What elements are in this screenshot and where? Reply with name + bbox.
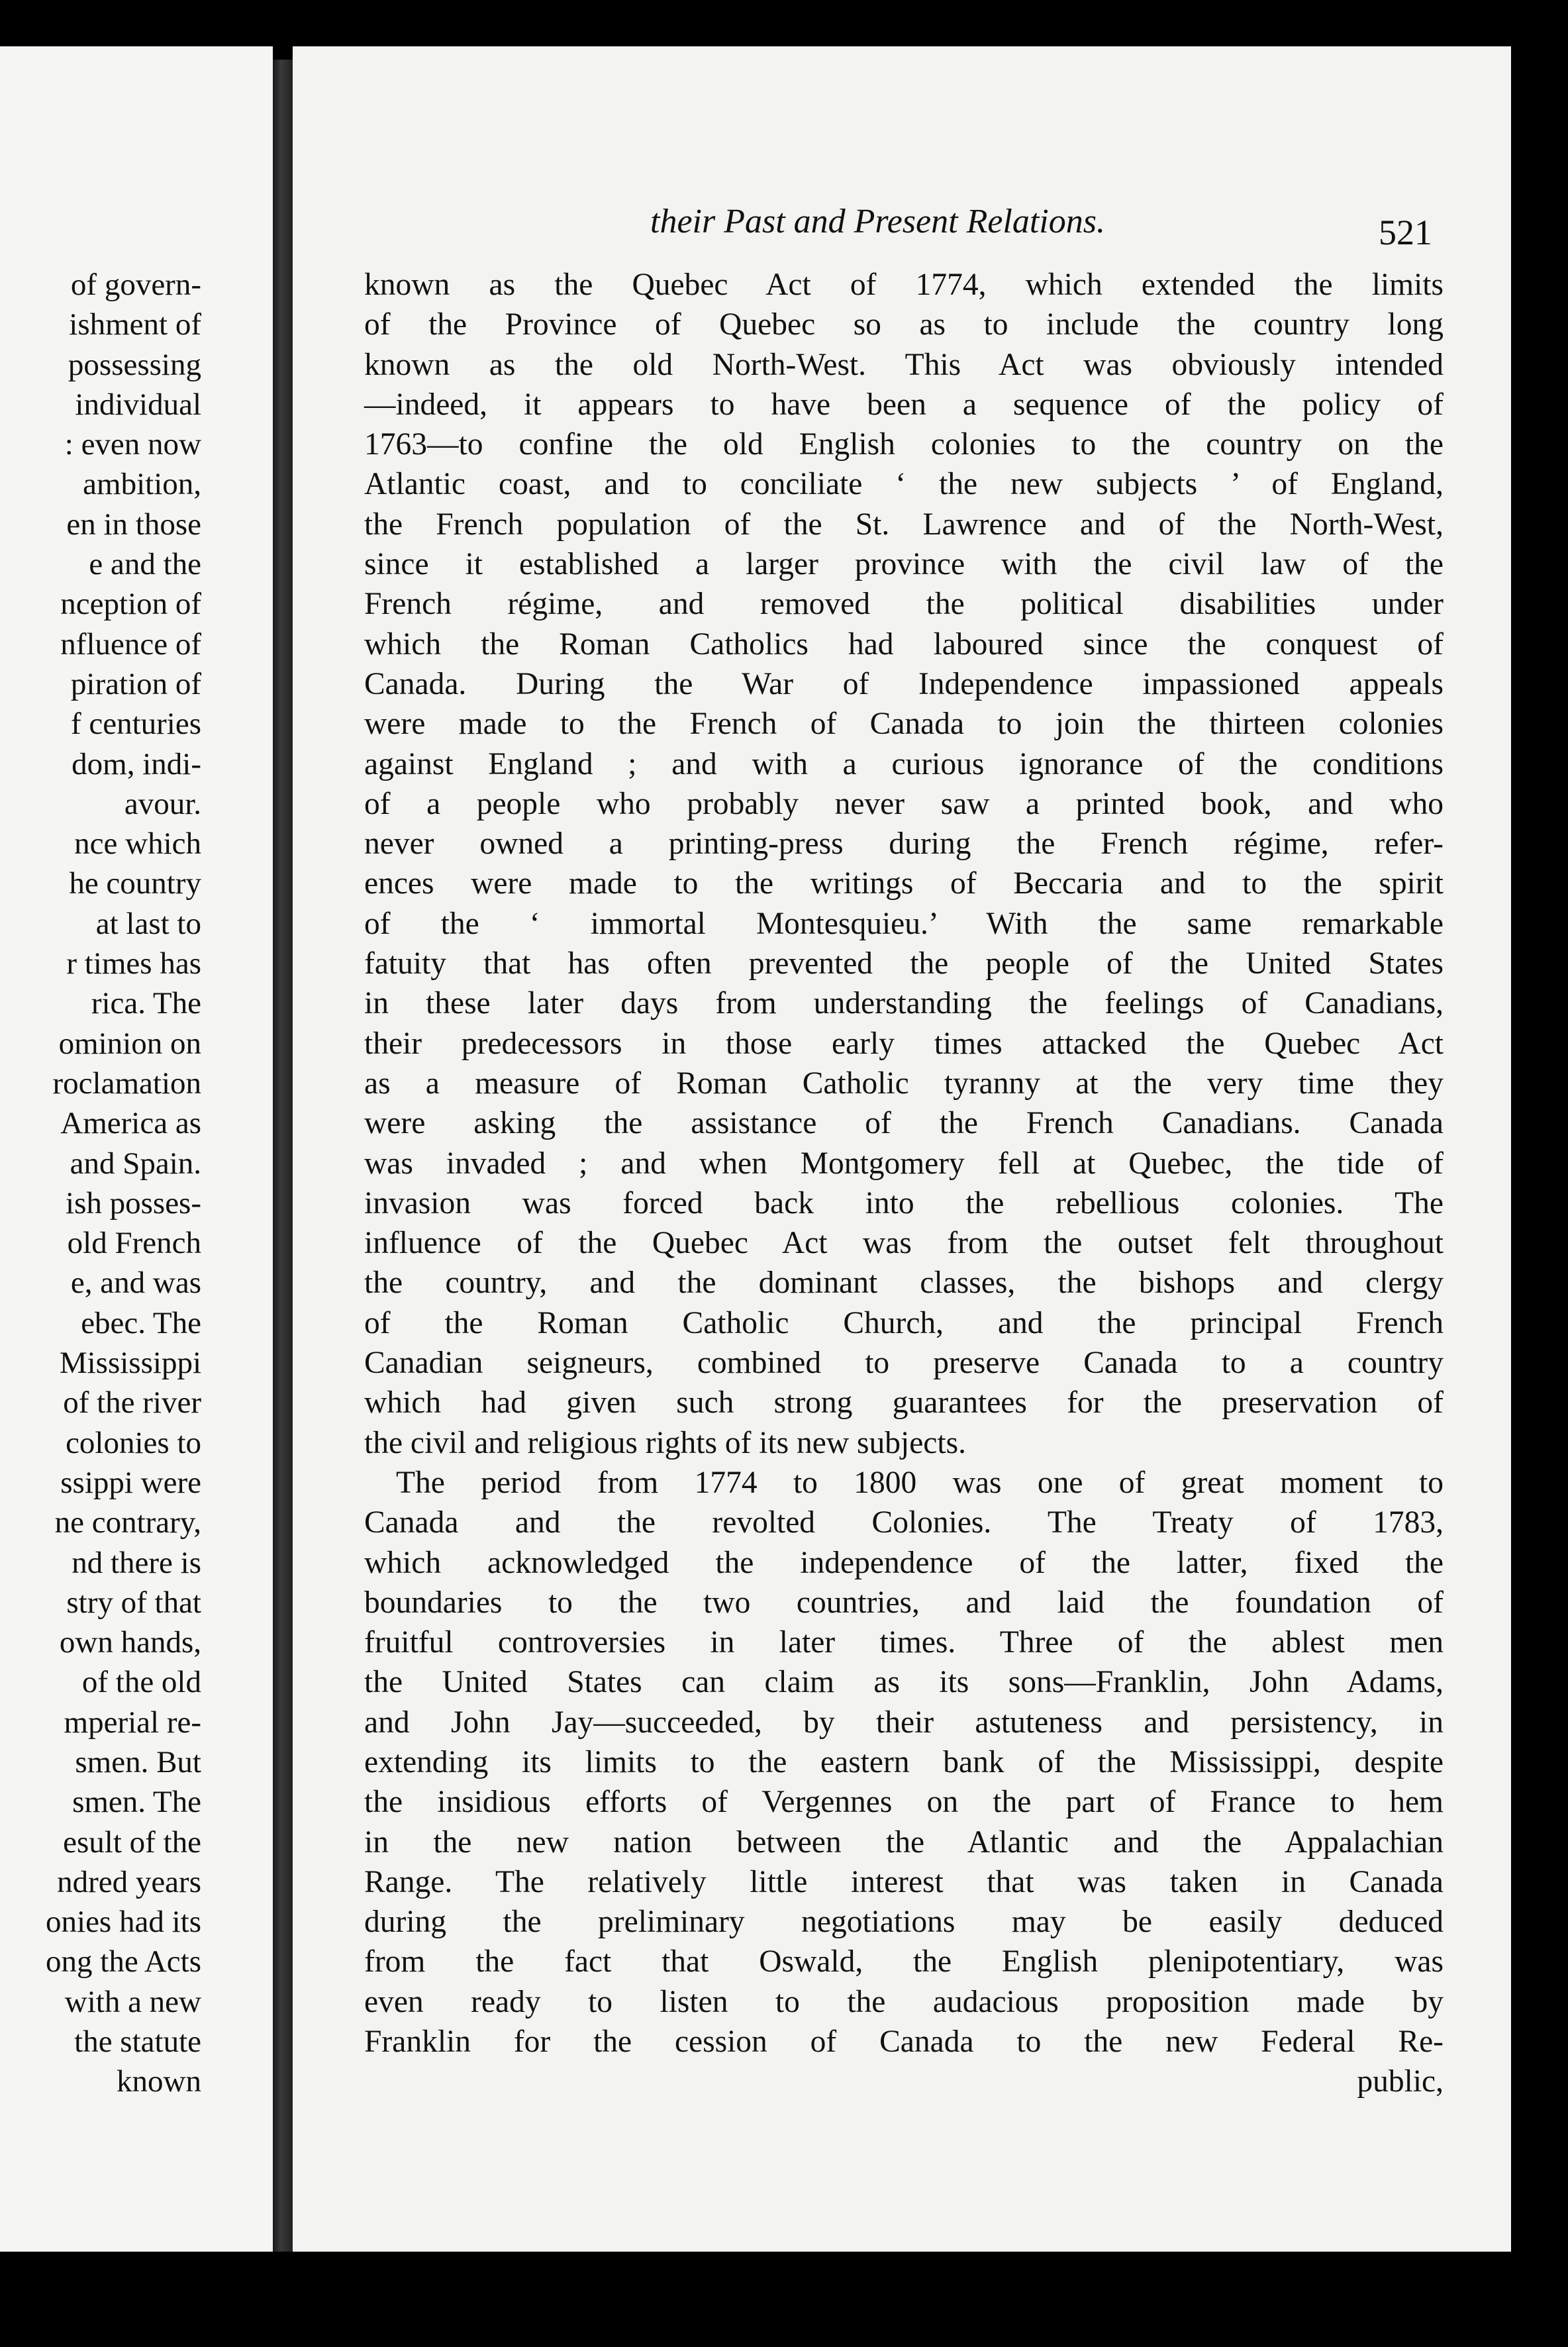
left-page-line: roclamation [52,1066,201,1101]
left-page-line: esult of the [63,1824,201,1860]
text-line: influence of the Quebec Act was from the outset felt throughout [364,1226,1444,1261]
text-line: of the Province of Quebec so as to include the country long [364,307,1444,342]
text-line: was invaded ; and when Montgomery fell at Quebec, the tide of [364,1146,1444,1181]
running-head: their Past and Present Relations. [650,203,1105,240]
left-page-line: of the old [81,1665,201,1700]
left-page-line: he country [69,866,201,901]
text-line: fruitful controversies in later times. Three of the ablest men [364,1625,1444,1660]
left-page-line: en in those [66,507,201,542]
left-page-line: nce which [74,826,201,862]
left-page-line: f centuries [70,707,201,742]
left-page-line: avour. [124,786,201,821]
text-line: of the Roman Catholic Church, and the principal French [364,1305,1444,1340]
text-line: Canada. During the War of Independence impassioned appeals [364,666,1444,701]
text-line: as a measure of Roman Catholic tyranny at the very time they [364,1066,1444,1101]
text-line: Range. The relatively little interest that was taken in Canada [364,1864,1444,1899]
text-line: against England ; and with a curious ignorance of the conditions [364,746,1444,781]
left-page-line: nfluence of [60,626,201,662]
left-page-line: of govern- [70,268,201,302]
left-page-line: rica. The [91,986,201,1021]
left-page-line: smen. But [75,1744,201,1779]
left-page-line: and Spain. [70,1146,201,1181]
text-line: public, [1357,2064,1444,2099]
text-line: the insidious efforts of Vergennes on the part of France to hem [364,1785,1444,1820]
left-page-line: : even now [64,427,201,462]
left-page-line: ong the Acts [46,1944,201,1979]
left-page-line: ebec. The [81,1305,201,1340]
left-page-line: of the river [63,1385,201,1421]
left-page-line: old French [67,1226,201,1261]
left-page-line: nd there is [72,1545,201,1580]
text-line: of the ‘ immortal Montesquieu.’ With the same remarkable [364,906,1444,941]
text-line: since it established a larger province with the civil law of the [364,547,1444,582]
text-line: in these later days from understanding the feelings of Canadians, [364,986,1444,1021]
left-page-line: own hands, [59,1625,201,1660]
text-line: Franklin for the cession of Canada to the new Federal Re- [364,2024,1444,2060]
text-line: known as the old North-West. This Act was obviously intended [364,347,1444,382]
text-line: Canada and the revolted Colonies. The Treaty of 1783, [364,1505,1444,1540]
left-page-line: Mississippi [59,1346,201,1381]
text-line: Canadian seigneurs, combined to preserve Canada to a country [364,1346,1444,1381]
book-gutter [273,60,293,2252]
page-number: 521 [1379,213,1432,252]
left-page-line: stry of that [66,1585,201,1620]
text-line: The period from 1774 to 1800 was one of great moment to [396,1465,1444,1500]
text-line: were asking the assistance of the French Canadians. Canada [364,1106,1444,1141]
text-line: boundaries to the two countries, and laid the foundation of [364,1585,1444,1620]
left-page-line: ish posses- [66,1185,201,1221]
text-line: the French population of the St. Lawrence and of the North-West, [364,507,1444,542]
left-page-line: colonies to [66,1425,201,1460]
text-line: Atlantic coast, and to conciliate ‘ the new subjects ’ of England, [364,467,1444,502]
text-line: the country, and the dominant classes, the bishops and clergy [364,1266,1444,1301]
text-line: fatuity that has often prevented the people of the United States [364,946,1444,981]
left-page-line: the statute [74,2024,201,2060]
text-line: which acknowledged the independence of the latter, fixed the [364,1545,1444,1580]
text-line: ences were made to the writings of Beccaria and to the spirit [364,866,1444,901]
left-page-line: dom, indi- [72,746,201,781]
left-page-fragment [0,46,273,2252]
left-page-line: individual [75,387,201,422]
text-line: in the new nation between the Atlantic and the Appalachian [364,1824,1444,1860]
text-line: known as the Quebec Act of 1774, which extended the limits [364,268,1444,302]
text-line: invasion was forced back into the rebellious colonies. The [364,1185,1444,1221]
text-line: of a people who probably never saw a printed book, and who [364,786,1444,821]
text-line: from the fact that Oswald, the English plenipotentiary, was [364,1944,1444,1979]
text-line: 1763—to confine the old English colonies to the country on the [364,427,1444,462]
left-page-line: ssippi were [60,1465,201,1500]
left-page-line: smen. The [72,1785,201,1820]
text-line: never owned a printing-press during the French régime, refer- [364,826,1444,862]
text-line: French régime, and removed the political disabilities under [364,587,1444,622]
left-page-line: nception of [60,587,201,622]
text-line: extending its limits to the eastern bank of the Mississippi, despite [364,1744,1444,1779]
left-page-line: ndred years [57,1864,201,1899]
text-line: were made to the French of Canada to join the thirteen colonies [364,707,1444,742]
left-page-line: e, and was [70,1266,201,1301]
left-page-text-column [9,265,201,2102]
left-page-line: at last to [95,906,201,941]
left-page-line: ominion on [58,1026,201,1061]
text-line: the United States can claim as its sons—Franklin, John Adams, [364,1665,1444,1700]
text-line: the civil and religious rights of its new subjects. [364,1425,966,1460]
text-line: and John Jay—succeeded, by their astuteness and persistency, in [364,1705,1444,1740]
text-line: which the Roman Catholics had laboured since the conquest of [364,626,1444,662]
text-line: which had given such strong guarantees for the preservation of [364,1385,1444,1421]
text-line: even ready to listen to the audacious proposition made by [364,1984,1444,2019]
left-page-line: piration of [70,666,201,701]
left-page-line: known [117,2064,201,2099]
text-line: during the preliminary negotiations may be easily deduced [364,1905,1444,1940]
left-page-line: possessing [68,347,201,382]
left-page-line: ambition, [83,467,201,502]
body-text [364,265,1444,2102]
left-page-line: r times has [66,946,201,981]
left-page-line: ne contrary, [54,1505,201,1540]
left-page-line: mperial re- [64,1705,201,1740]
left-page-line: e and the [89,547,201,582]
left-page-line: America as [60,1106,201,1141]
text-line: their predecessors in those early times attacked the Quebec Act [364,1026,1444,1061]
left-page-line: ishment of [69,307,201,342]
right-page [293,46,1511,2252]
left-page-line: with a new [64,1984,201,2019]
text-line: —indeed, it appears to have been a sequence of the policy of [364,387,1444,422]
left-page-line: onies had its [46,1905,201,1940]
